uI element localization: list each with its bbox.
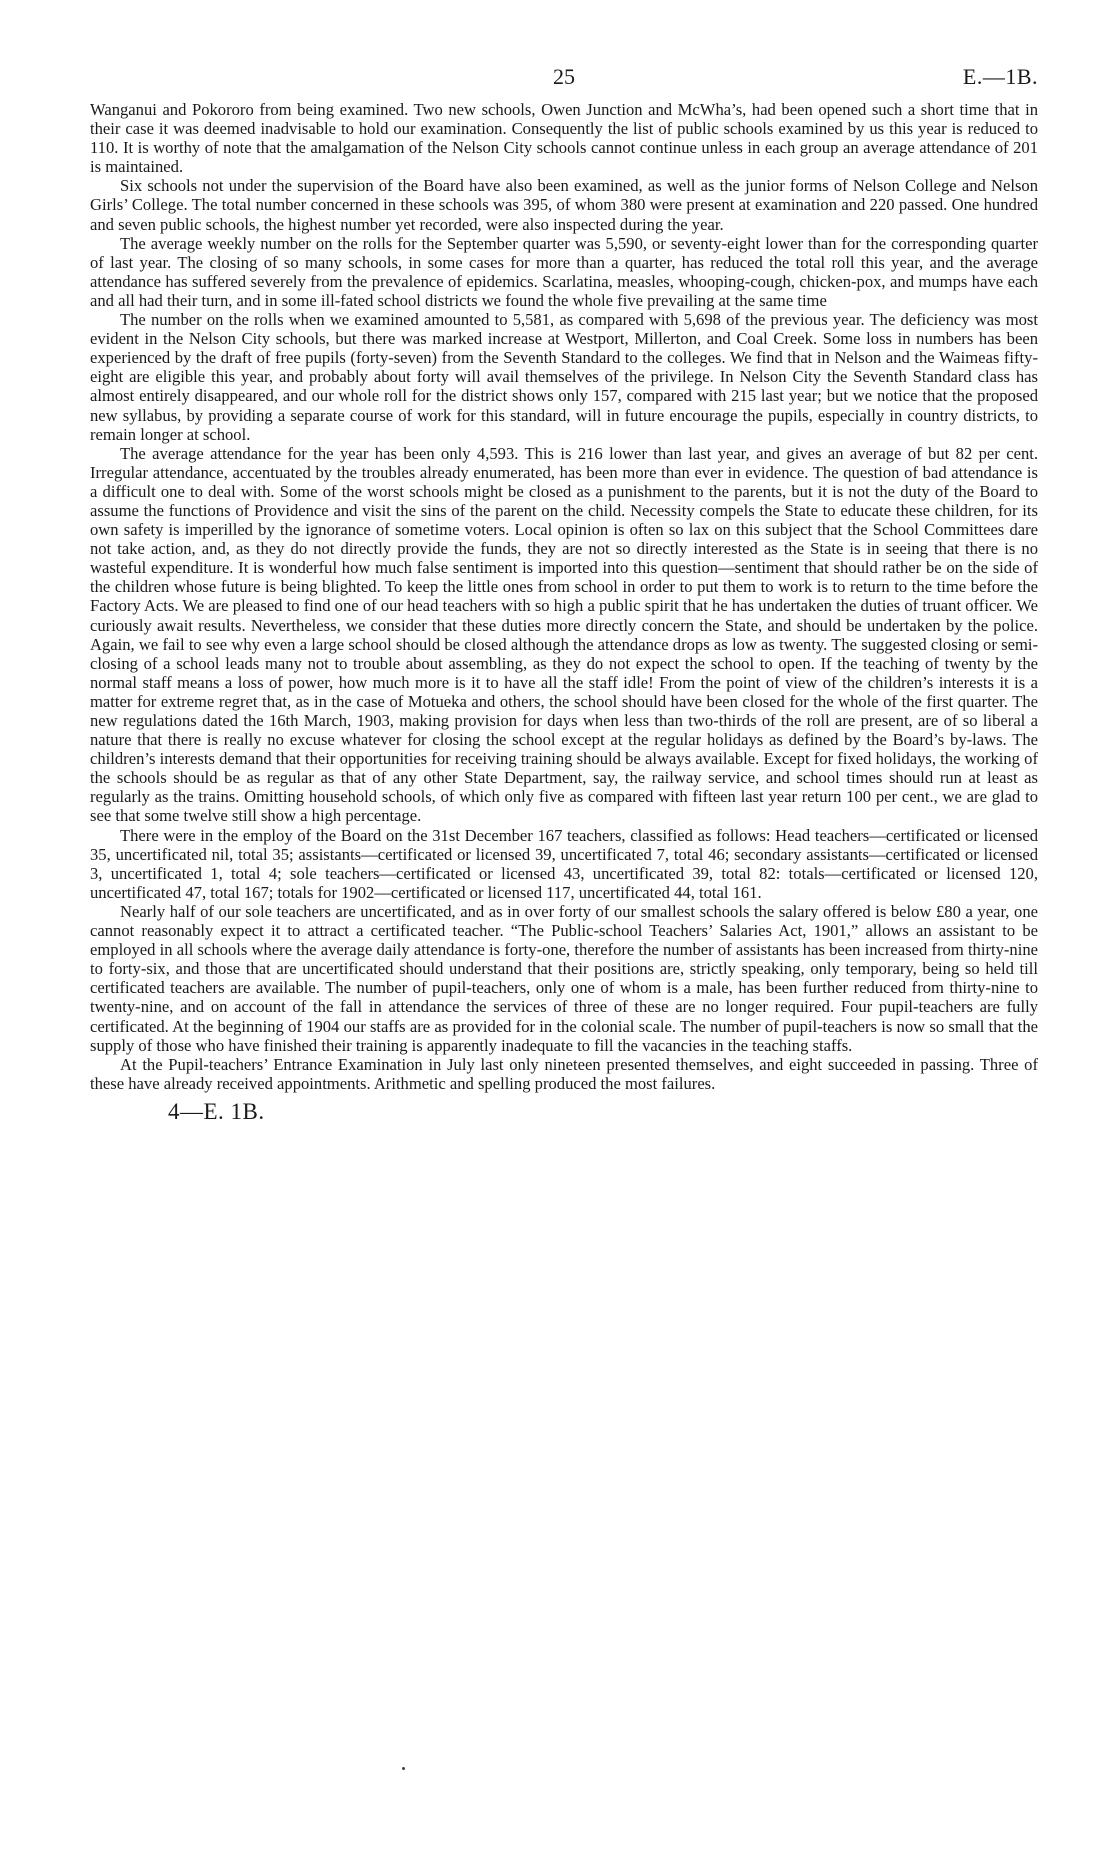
paragraph-1: Wanganui and Pokororo from being examined. Two new schools, Owen Junction and McWha’s, had been opened such a short time that in their case it was deemed inadvisable to hold our examination. Consequently the list of public schools examined by us this year is reduced to 110. It is worthy of note that the amalgamation of the Nelson City schools cannot continue unless in each group an average attendance of 201 is maintained. <box>90 100 1038 177</box>
paragraph-4: The number on the rolls when we examined amounted to 5,581, as compared with 5,698 of the previous year. The deficiency was most evident in the Nelson City schools, but there was marked increase at Westport, Millerton, and Coal Creek. Some loss in numbers has been experienced by the draft of free pupils (forty-seven) from the Seventh Standard to the colleges. We find that in Nelson and the Waimeas fifty-eight are eligible this year, and probably about forty will avail themselves of the privilege. In Nelson City the Seventh Standard class has almost entirely disappeared, and our whole roll for the district shows only 157, compared with 215 last year; but we notice that the proposed new syllabus, by providing a separate course of work for this standard, will in future encourage the pupils, especially in country districts, to remain longer at school. <box>90 310 1038 444</box>
body-text <box>90 100 1038 1093</box>
paragraph-3: The average weekly number on the rolls for the September quarter was 5,590, or seventy-eight lower than for the corresponding quarter of last year. The closing of so many schools, in some cases for more than a quarter, has reduced the total roll this year, and the average attendance has suffered severely from the prevalence of epidemics. Scarlatina, measles, whooping-cough, chicken-pox, and mumps have each and all had their turn, and in some ill-fated school districts we found the whole five prevailing at the same time <box>90 233 1038 310</box>
paragraph-5: The average attendance for the year has been only 4,593. This is 216 lower than last year, and gives an average of but 82 per cent. Irregular attendance, accentuated by the troubles already enumerated, has been more than ever in evidence. The question of bad attendance is a difficult one to deal with. Some of the worst schools might be closed as a punishment to the parents, but it is not the duty of the Board to assume the functions of Providence and visit the sins of the parent on the child. Necessity compels the State to educate these children, for its own safety is imperilled by the ignorance of sometime voters. Local opinion is often so lax on this subject that the School Committees dare not take action, and, as they do not directly provide the funds, they are not so directly interested as the State is in seeing that there is no wasteful expenditure. It is wonderful how much false sentiment is imported into this question—sentiment that should rather be on the side of the children whose future is being blighted. To keep the little ones from school in order to put them to work is to return to the time before the Factory Acts. We are pleased to find one of our head teachers with so high a public spirit that he has undertaken the duties of truant officer. We curiously await results. Nevertheless, we consider that these duties more directly concern the State, and should be undertaken by the police. Again, we fail to see why even a large school should be closed although the attendance drops as low as twenty. The suggested closing or semi-closing of a school leads many not to trouble about assembling, as they do not expect the school to open. If the teaching of twenty by the normal staff means a loss of power, how much more is it to have all the staff idle! From the point of view of the children’s interests it is a matter for extreme regret that, as in the case of Motueka and others, the school should have been closed for the whole of the first quarter. The new regulations dated the 16th March, 1903, making provision for days when less than two-thirds of the roll are present, are of so liberal a nature that there is really no excuse whatever for closing the school except at the regular holidays as defined by the Board’s by-laws. The children’s interests demand that their opportunities for receiving training should be always available. Except for fixed holidays, the working of the schools should be as regular as that of any other State Department, say, the railway service, and school times should run at least as regularly as the trains. Omitting household schools, of which only five as compared with fifteen last year return 100 per cent., we are glad to see that some twelve still show a high percentage. <box>90 443 1038 826</box>
document-reference: E.—1B. <box>962 64 1038 89</box>
paragraph-8: At the Pupil-teachers’ Entrance Examination in July last only nineteen presented themselves, and eight succeeded in passing. Three of these have already received appointments. Arithmetic and spelling produced the most failures. <box>90 1054 1038 1093</box>
paragraph-2: Six schools not under the supervision of the Board have also been examined, as well as the junior forms of Nelson College and Nelson Girls’ College. The total number concerned in these schools was 395, of whom 380 were present at examination and 220 passed. One hundred and seven public schools, the highest number yet recorded, were also inspected during the year. <box>90 176 1038 234</box>
stray-ink-dot <box>402 1767 405 1770</box>
page-header <box>90 64 1038 100</box>
signature-mark: 4—E. 1B. <box>168 1098 265 1124</box>
paragraph-7: Nearly half of our sole teachers are uncertificated, and as in over forty of our smallest schools the salary offered is below £80 a year, one cannot reasonably expect it to attract a certificated teacher. “The Public-school Teachers’ Salaries Act, 1901,” allows an assistant to be employed in all schools where the average daily attendance is forty-one, therefore the number of assistants has been increased from thirty-nine to forty-six, and those that are uncertificated should understand that their positions are, strictly speaking, only temporary, being so held till certificated teachers are available. The number of pupil-teachers, only one of whom is a male, has been further reduced from thirty-nine to twenty-nine, and on account of the fall in attendance the services of three of these are no longer required. Four pupil-teachers are fully certificated. At the beginning of 1904 our staffs are as provided for in the colonial scale. The number of pupil-teachers is now so small that the supply of those who have finished their training is apparently inadequate to fill the vacancies in the teaching staffs. <box>90 901 1038 1055</box>
page-number: 25 <box>553 64 575 89</box>
document-page <box>90 64 1038 1125</box>
paragraph-6: There were in the employ of the Board on the 31st December 167 teachers, classified as follows: Head teachers—certificated or licensed 35, uncertificated nil, total 35; assistants—certificated or licensed 39, uncertificated 7, total 46; secondary assistants—certificated or licensed 3, uncertificated 1, total 4; sole teachers—certificated or licensed 43, uncertificated 39, total 82: totals—certificated or licensed 120, uncertificated 47, total 167; totals for 1902—certificated or licensed 117, uncertificated 44, total 161. <box>90 825 1038 902</box>
